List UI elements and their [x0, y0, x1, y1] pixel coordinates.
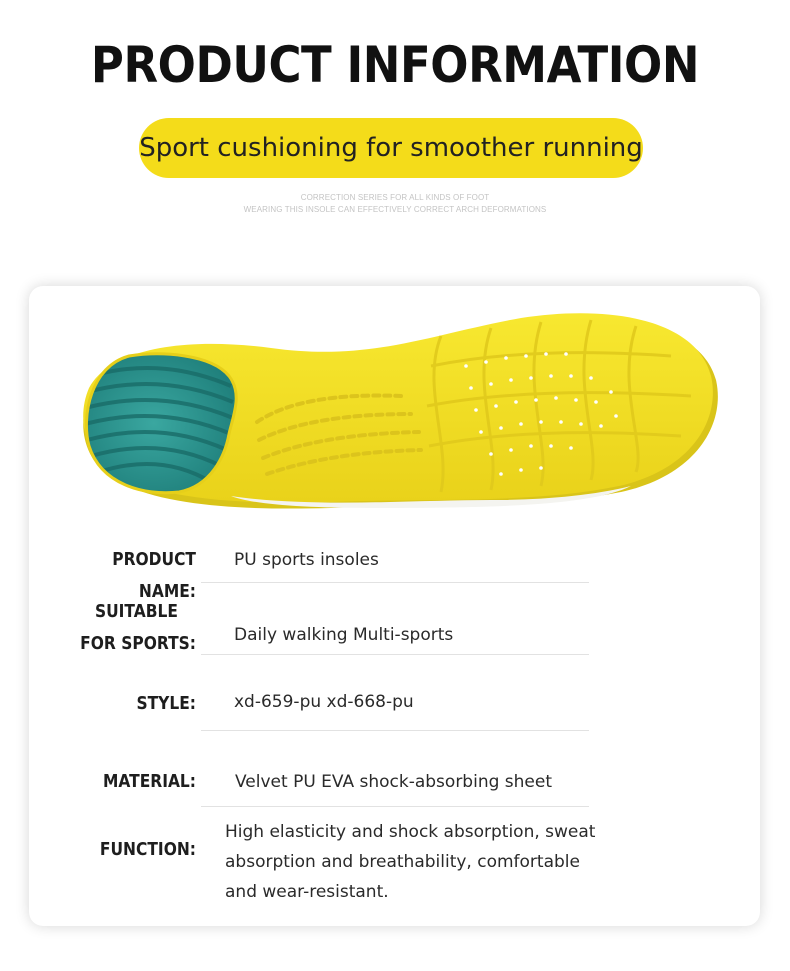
style-label: STYLE: [136, 693, 196, 714]
suitable-label-line-2: FOR SPORTS: [80, 633, 196, 654]
function-value-line-2: absorption and breathability, comfortable [225, 852, 580, 872]
function-label: FUNCTION: [99, 839, 196, 860]
row-divider [201, 654, 589, 655]
product-name-label: PRODUCT NAME: [112, 549, 196, 602]
row-divider [201, 730, 589, 731]
row-divider [201, 806, 589, 807]
style-value: xd-659-pu xd-668-pu [234, 692, 414, 712]
page-title: PRODUCT INFORMATION [90, 36, 700, 94]
tagline-badge [139, 118, 643, 178]
row-divider [201, 582, 589, 583]
suitable-value: Daily walking Multi-sports [234, 625, 454, 645]
material-value: Velvet PU EVA shock-absorbing sheet [235, 772, 553, 792]
heel-cushion-pad [85, 354, 236, 493]
correction-note-line-2: WEARING THIS INSOLE CAN EFFECTIVELY CORRECT ARCH DEFORMATIONS [243, 205, 547, 214]
product-info-card [29, 286, 760, 926]
suitable-label-line-1: SUITABLE [94, 601, 178, 622]
function-value-line-1: High elasticity and shock absorption, sweat [225, 822, 596, 842]
correction-note-line-1: CORRECTION SERIES FOR ALL KINDS OF FOOT [300, 193, 490, 202]
product-name-value: PU sports insoles [234, 550, 379, 570]
material-label: MATERIAL: [102, 771, 196, 792]
tagline-text: Sport cushioning for smoother running [139, 133, 643, 163]
insole-sole-illustration [71, 296, 721, 518]
function-value-line-3: and wear-resistant. [225, 882, 389, 902]
